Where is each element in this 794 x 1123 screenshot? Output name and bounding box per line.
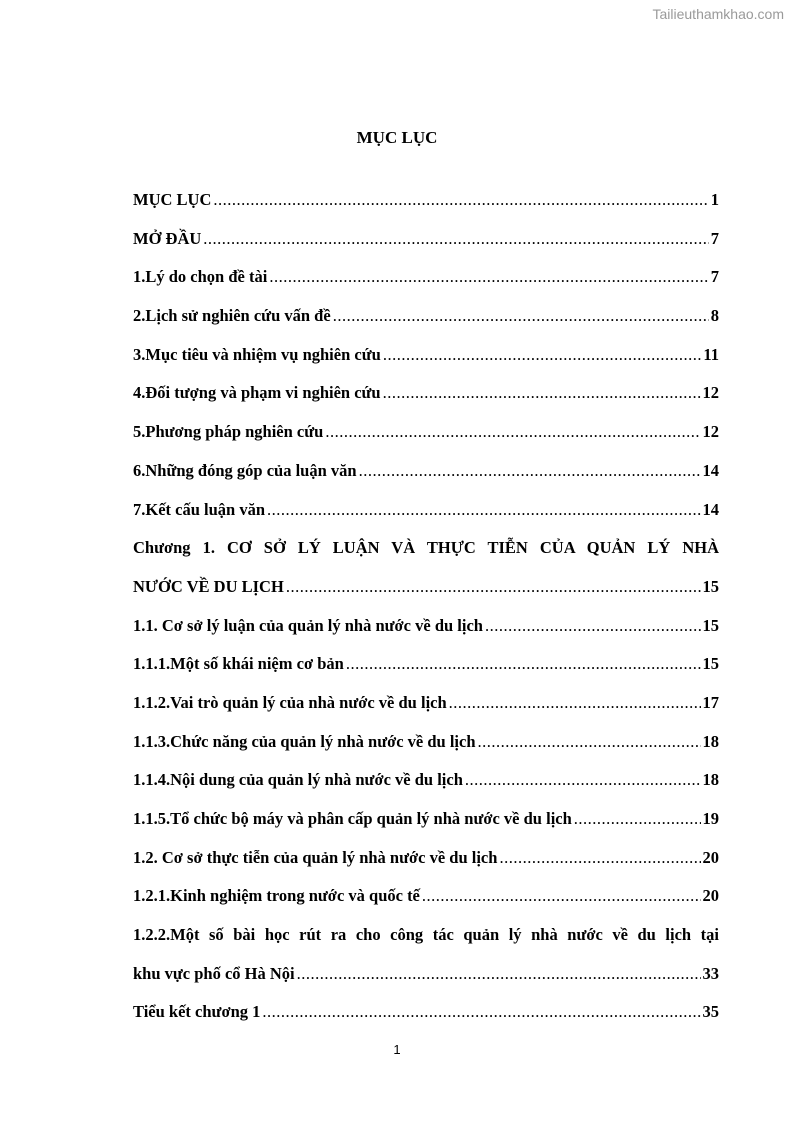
toc-entry-page: 15 xyxy=(702,615,719,635)
toc-leader-dots xyxy=(465,770,701,790)
toc-entry-text: 1.1. Cơ sở lý luận của quản lý nhà nước về du lịch xyxy=(133,615,483,635)
toc-leader-dots xyxy=(262,1002,700,1022)
toc-entry[interactable] xyxy=(133,383,719,422)
toc-entry-text: 1.2. Cơ sở thực tiễn của quản lý nhà nước về du lịch xyxy=(133,847,498,867)
toc-entry-page: 12 xyxy=(702,422,719,442)
toc-entry[interactable] xyxy=(133,886,719,925)
toc-leader-dots xyxy=(574,809,701,829)
toc-entry-text: 1.2.1.Kinh nghiệm trong nước và quốc tế xyxy=(133,886,420,906)
toc-entry[interactable] xyxy=(133,306,719,345)
toc-entry-page: 35 xyxy=(702,1002,719,1022)
toc-entry-page: 20 xyxy=(702,847,719,867)
toc-entry[interactable] xyxy=(133,616,719,655)
toc-entry-page: 15 xyxy=(702,576,719,596)
toc-entry-text: MỤC LỤC xyxy=(133,190,212,209)
toc-entry-multiline[interactable] xyxy=(133,925,719,1002)
toc-entry-page: 7 xyxy=(710,267,719,287)
toc-leader-dots xyxy=(203,229,708,249)
toc-entry-page: 7 xyxy=(710,228,719,248)
toc-leader-dots xyxy=(383,383,701,403)
toc-entry[interactable] xyxy=(133,1002,719,1041)
toc-entry[interactable] xyxy=(133,770,719,809)
toc-entry[interactable] xyxy=(133,461,719,500)
toc-entry-page: 17 xyxy=(702,692,719,712)
toc-leader-dots xyxy=(422,886,701,906)
toc-entry[interactable] xyxy=(133,422,719,461)
toc-entry[interactable] xyxy=(133,809,719,848)
toc-leader-dots xyxy=(269,267,708,287)
toc-entry-text: 1.1.3.Chức năng của quản lý nhà nước về du lịch xyxy=(133,731,476,751)
toc-entry-page: 8 xyxy=(710,306,719,326)
toc-leader-dots xyxy=(449,693,701,713)
toc-leader-dots xyxy=(359,461,701,481)
toc-entry-text-continued: NƯỚC VỀ DU LỊCH xyxy=(133,576,284,596)
toc-entry-text-continued: khu vực phố cổ Hà Nội xyxy=(133,963,295,983)
toc-entry[interactable] xyxy=(133,732,719,771)
toc-entry-page: 33 xyxy=(702,963,719,983)
toc-entry-page: 20 xyxy=(702,886,719,906)
page-title: MỤC LỤC xyxy=(356,128,438,147)
toc-entry[interactable] xyxy=(133,267,719,306)
toc-entry-page: 14 xyxy=(702,499,719,519)
toc-entry-page: 18 xyxy=(702,770,719,790)
toc-entry[interactable] xyxy=(133,654,719,693)
toc-entry-page: 14 xyxy=(702,460,719,480)
toc-entry-text: 1.1.1.Một số khái niệm cơ bản xyxy=(133,654,344,674)
page-number: 1 xyxy=(393,1042,401,1057)
toc-entry[interactable] xyxy=(133,848,719,887)
table-of-contents xyxy=(133,190,719,1041)
toc-entry[interactable] xyxy=(133,190,719,229)
toc-entry-text: 1.1.2.Vai trò quản lý của nhà nước về du lịch xyxy=(133,692,447,712)
toc-entry-page: 15 xyxy=(702,654,719,674)
toc-entry[interactable] xyxy=(133,229,719,268)
toc-leader-dots xyxy=(286,577,701,597)
toc-entry-text: 5.Phương pháp nghiên cứu xyxy=(133,422,324,442)
toc-entry-page: 1 xyxy=(710,190,719,209)
toc-leader-dots xyxy=(333,306,709,326)
toc-entry[interactable] xyxy=(133,500,719,539)
toc-entry-page: 19 xyxy=(702,809,719,828)
toc-entry[interactable] xyxy=(133,345,719,384)
toc-leader-dots xyxy=(267,500,700,520)
toc-entry-page: 12 xyxy=(702,383,719,403)
toc-leader-dots xyxy=(485,616,701,636)
toc-leader-dots xyxy=(325,422,700,442)
toc-leader-dots xyxy=(383,345,702,365)
toc-entry-text: 4.Đối tượng và phạm vi nghiên cứu xyxy=(133,383,381,403)
toc-entry-text: 2.Lịch sử nghiên cứu vấn đề xyxy=(133,306,331,326)
toc-leader-dots xyxy=(499,848,700,868)
toc-entry-page: 11 xyxy=(703,344,719,364)
toc-leader-dots xyxy=(213,190,708,210)
toc-entry-text: 1.1.4.Nội dung của quản lý nhà nước về du lịch xyxy=(133,770,463,790)
toc-entry-text: 1.2.2.Một số bài học rút ra cho công tác quản lý nhà nước về du lịch tại xyxy=(133,925,719,945)
toc-leader-dots xyxy=(346,654,701,674)
toc-entry[interactable] xyxy=(133,693,719,732)
toc-entry-text: 1.1.5.Tổ chức bộ máy và phân cấp quản lý nhà nước về du lịch xyxy=(133,809,572,828)
watermark: Tailieuthamkhao.com xyxy=(652,6,784,22)
toc-entry-text: MỞ ĐẦU xyxy=(133,228,202,248)
toc-entry-text: 6.Những đóng góp của luận văn xyxy=(133,460,357,480)
toc-entry-page: 18 xyxy=(702,731,719,751)
toc-entry-text: Tiểu kết chương 1 xyxy=(133,1002,261,1022)
toc-leader-dots xyxy=(478,732,701,752)
toc-entry-text: Chương 1. CƠ SỞ LÝ LUẬN VÀ THỰC TIỄN CỦA QUẢN LÝ NHÀ xyxy=(133,538,719,558)
toc-entry-text: 3.Mục tiêu và nhiệm vụ nghiên cứu xyxy=(133,344,381,364)
toc-entry-text: 1.Lý do chọn đề tài xyxy=(133,267,268,287)
toc-entry-text: 7.Kết cấu luận văn xyxy=(133,499,266,519)
toc-entry-chapter[interactable] xyxy=(133,538,719,615)
toc-leader-dots xyxy=(297,964,701,984)
